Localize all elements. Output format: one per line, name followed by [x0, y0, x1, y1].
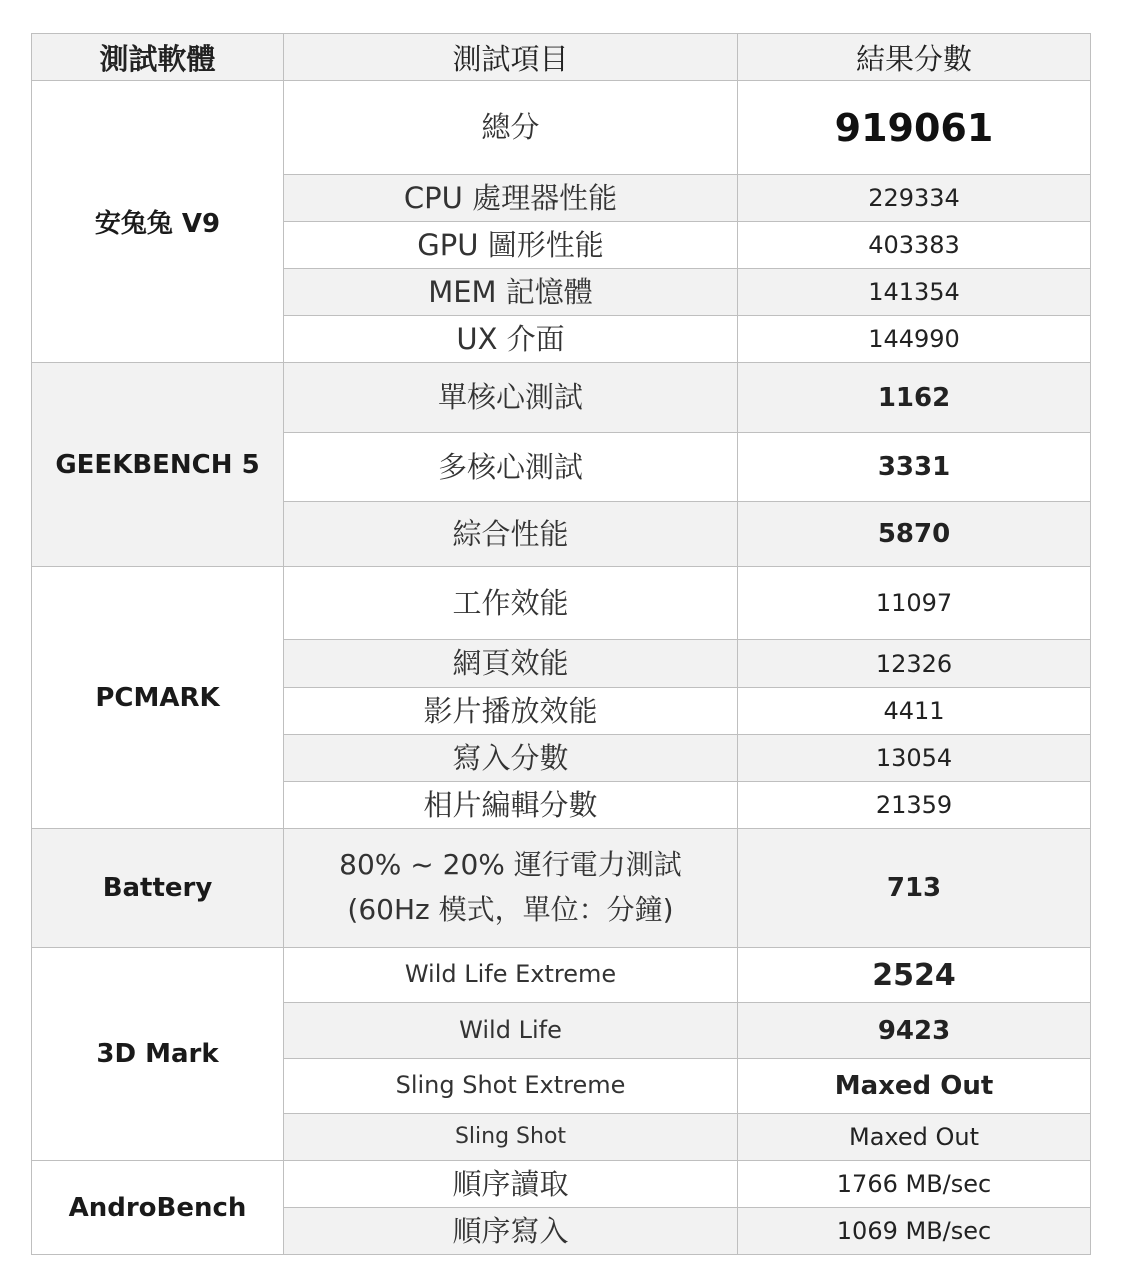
test-item: 單核心測試 — [284, 363, 738, 433]
result-value: 9423 — [738, 1003, 1091, 1059]
test-item — [284, 829, 738, 948]
result-value: Maxed Out — [738, 1059, 1091, 1114]
header-row — [32, 34, 1091, 81]
result-value: 5870 — [738, 502, 1091, 567]
software-battery: Battery — [32, 829, 284, 948]
result-value: 21359 — [738, 782, 1091, 829]
result-value: 403383 — [738, 222, 1091, 269]
result-value: 3331 — [738, 433, 1091, 502]
result-value: 713 — [738, 829, 1091, 948]
table-row — [32, 829, 1091, 948]
battery-item-line1: 80% ~ 20% 運行電力測試 — [339, 848, 682, 882]
benchmark-table — [31, 33, 1091, 1255]
result-value: 229334 — [738, 175, 1091, 222]
table-row — [32, 1161, 1091, 1208]
test-item: 綜合性能 — [284, 502, 738, 567]
software-antutu: 安兔兔 V9 — [32, 81, 284, 363]
test-item: 網頁效能 — [284, 640, 738, 688]
result-value: 919061 — [738, 81, 1091, 175]
test-item: 工作效能 — [284, 567, 738, 640]
table-row — [32, 81, 1091, 175]
result-value: 13054 — [738, 735, 1091, 782]
software-geekbench: GEEKBENCH 5 — [32, 363, 284, 567]
test-item: 相片編輯分數 — [284, 782, 738, 829]
result-value: 141354 — [738, 269, 1091, 316]
test-item: Sling Shot — [284, 1114, 738, 1161]
test-item: 寫入分數 — [284, 735, 738, 782]
test-item: Sling Shot Extreme — [284, 1059, 738, 1114]
test-item: CPU 處理器性能 — [284, 175, 738, 222]
result-value: 1069 MB/sec — [738, 1208, 1091, 1255]
test-item: 總分 — [284, 81, 738, 175]
header-software: 測試軟體 — [32, 34, 284, 81]
table-row — [32, 363, 1091, 433]
test-item: 多核心測試 — [284, 433, 738, 502]
test-item: MEM 記憶體 — [284, 269, 738, 316]
result-value: 1162 — [738, 363, 1091, 433]
test-item: UX 介面 — [284, 316, 738, 363]
test-item: 順序讀取 — [284, 1161, 738, 1208]
test-item: Wild Life Extreme — [284, 948, 738, 1003]
test-item: GPU 圖形性能 — [284, 222, 738, 269]
test-item: 順序寫入 — [284, 1208, 738, 1255]
battery-item-line2: (60Hz 模式，單位：分鐘) — [347, 893, 674, 926]
table-row — [32, 567, 1091, 640]
software-pcmark: PCMARK — [32, 567, 284, 829]
result-value: 4411 — [738, 688, 1091, 735]
software-3dmark: 3D Mark — [32, 948, 284, 1161]
header-item: 測試項目 — [284, 34, 738, 81]
result-value: 11097 — [738, 567, 1091, 640]
result-value: 1766 MB/sec — [738, 1161, 1091, 1208]
table-row — [32, 948, 1091, 1003]
result-value: 12326 — [738, 640, 1091, 688]
test-item: Wild Life — [284, 1003, 738, 1059]
result-value: 2524 — [738, 948, 1091, 1003]
result-value: Maxed Out — [738, 1114, 1091, 1161]
test-item: 影片播放效能 — [284, 688, 738, 735]
software-androbench: AndroBench — [32, 1161, 284, 1255]
result-value: 144990 — [738, 316, 1091, 363]
header-result: 結果分數 — [738, 34, 1091, 81]
